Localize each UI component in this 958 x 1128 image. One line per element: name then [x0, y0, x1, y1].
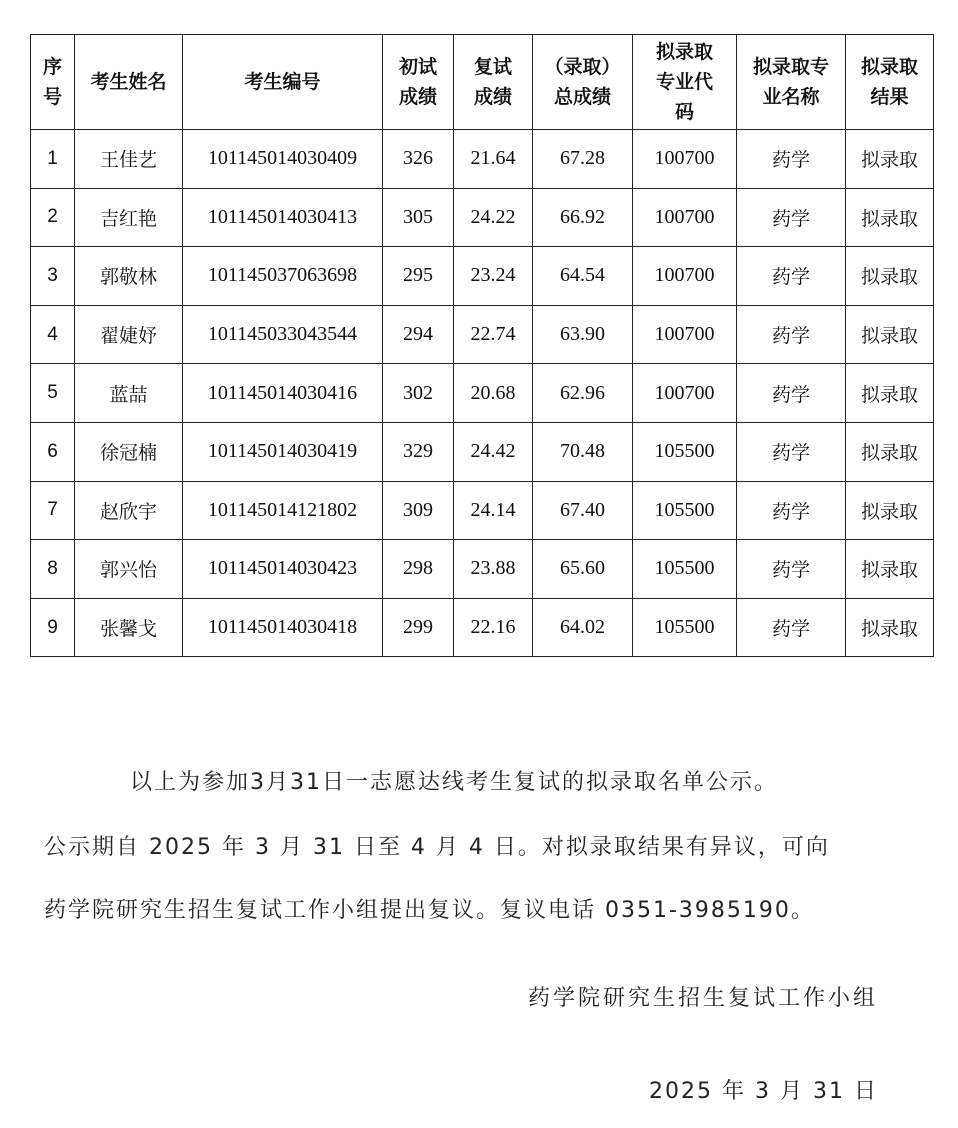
cell-major-name: 药学 — [737, 540, 846, 599]
cell-name: 翟婕妤 — [75, 305, 183, 364]
cell-major-code: 105500 — [633, 422, 737, 481]
header-name: 考生姓名 — [75, 35, 183, 130]
cell-name: 张馨戈 — [75, 598, 183, 657]
cell-result: 拟录取 — [846, 481, 934, 540]
cell-retest-score: 23.24 — [454, 247, 533, 306]
cell-candidate-id: 101145014030423 — [183, 540, 383, 599]
cell-retest-score: 22.16 — [454, 598, 533, 657]
header-seq: 序 号 — [31, 35, 75, 130]
cell-name: 蓝喆 — [75, 364, 183, 423]
cell-seq: 9 — [31, 598, 75, 657]
cell-retest-score: 22.74 — [454, 305, 533, 364]
cell-major-name: 药学 — [737, 598, 846, 657]
cell-result: 拟录取 — [846, 305, 934, 364]
cell-result: 拟录取 — [846, 540, 934, 599]
cell-name: 吉红艳 — [75, 188, 183, 247]
table-row — [31, 598, 934, 657]
cell-result: 拟录取 — [846, 130, 934, 189]
cell-major-code: 100700 — [633, 364, 737, 423]
cell-major-code: 105500 — [633, 481, 737, 540]
cell-candidate-id: 101145033043544 — [183, 305, 383, 364]
cell-candidate-id: 101145014030413 — [183, 188, 383, 247]
cell-total-score: 65.60 — [533, 540, 633, 599]
table-row — [31, 305, 934, 364]
cell-retest-score: 24.22 — [454, 188, 533, 247]
cell-major-name: 药学 — [737, 364, 846, 423]
cell-candidate-id: 101145014030409 — [183, 130, 383, 189]
cell-retest-score: 23.88 — [454, 540, 533, 599]
cell-retest-score: 20.68 — [454, 364, 533, 423]
cell-total-score: 66.92 — [533, 188, 633, 247]
cell-major-code: 100700 — [633, 130, 737, 189]
cell-major-name: 药学 — [737, 247, 846, 306]
cell-major-code: 100700 — [633, 305, 737, 364]
cell-initial-score: 302 — [383, 364, 454, 423]
table-row — [31, 188, 934, 247]
cell-name: 郭敬林 — [75, 247, 183, 306]
cell-seq: 7 — [31, 481, 75, 540]
cell-name: 王佳艺 — [75, 130, 183, 189]
signature-date: 2025 年 3 月 31 日 — [649, 1079, 878, 1104]
cell-total-score: 63.90 — [533, 305, 633, 364]
table-row — [31, 364, 934, 423]
cell-initial-score: 298 — [383, 540, 454, 599]
cell-major-name: 药学 — [737, 481, 846, 540]
cell-name: 郭兴怡 — [75, 540, 183, 599]
header-result: 拟录取 结果 — [846, 35, 934, 130]
header-id: 考生编号 — [183, 35, 383, 130]
signature: 药学院研究生招生复试工作小组 — [527, 986, 878, 1011]
header-major-code: 拟录取 专业代 码 — [633, 35, 737, 130]
cell-total-score: 62.96 — [533, 364, 633, 423]
cell-result: 拟录取 — [846, 188, 934, 247]
cell-major-code: 100700 — [633, 247, 737, 306]
cell-major-code: 105500 — [633, 598, 737, 657]
header-retest-score: 复试 成绩 — [454, 35, 533, 130]
cell-retest-score: 21.64 — [454, 130, 533, 189]
cell-candidate-id: 101145014030419 — [183, 422, 383, 481]
cell-major-name: 药学 — [737, 130, 846, 189]
cell-seq: 1 — [31, 130, 75, 189]
cell-result: 拟录取 — [846, 247, 934, 306]
cell-initial-score: 299 — [383, 598, 454, 657]
cell-major-name: 药学 — [737, 305, 846, 364]
table-header-row — [31, 35, 934, 130]
cell-retest-score: 24.42 — [454, 422, 533, 481]
cell-initial-score: 309 — [383, 481, 454, 540]
cell-total-score: 64.02 — [533, 598, 633, 657]
cell-result: 拟录取 — [846, 598, 934, 657]
admission-table — [30, 34, 934, 657]
cell-name: 赵欣宇 — [75, 481, 183, 540]
table-row — [31, 130, 934, 189]
cell-seq: 2 — [31, 188, 75, 247]
cell-initial-score: 326 — [383, 130, 454, 189]
cell-candidate-id: 101145014121802 — [183, 481, 383, 540]
cell-seq: 3 — [31, 247, 75, 306]
cell-seq: 5 — [31, 364, 75, 423]
cell-total-score: 67.28 — [533, 130, 633, 189]
cell-major-name: 药学 — [737, 188, 846, 247]
cell-total-score: 70.48 — [533, 422, 633, 481]
cell-initial-score: 294 — [383, 305, 454, 364]
cell-candidate-id: 101145037063698 — [183, 247, 383, 306]
header-total-score: （录取） 总成绩 — [533, 35, 633, 130]
notice-line-1: 以上为参加3月31日一志愿达线考生复试的拟录取名单公示。 — [130, 770, 778, 795]
header-major-name: 拟录取专 业名称 — [737, 35, 846, 130]
cell-initial-score: 295 — [383, 247, 454, 306]
cell-major-code: 100700 — [633, 188, 737, 247]
cell-seq: 6 — [31, 422, 75, 481]
table-row — [31, 422, 934, 481]
cell-candidate-id: 101145014030416 — [183, 364, 383, 423]
notice-line-2: 公示期自 2025 年 3 月 31 日至 4 月 4 日。对拟录取结果有异议，可向 — [44, 835, 830, 860]
cell-seq: 8 — [31, 540, 75, 599]
cell-retest-score: 24.14 — [454, 481, 533, 540]
cell-major-name: 药学 — [737, 422, 846, 481]
cell-initial-score: 329 — [383, 422, 454, 481]
cell-total-score: 64.54 — [533, 247, 633, 306]
table-row — [31, 247, 934, 306]
cell-major-code: 105500 — [633, 540, 737, 599]
cell-total-score: 67.40 — [533, 481, 633, 540]
header-initial-score: 初试 成绩 — [383, 35, 454, 130]
notice-line-3: 药学院研究生招生复试工作小组提出复议。复议电话 0351-3985190。 — [44, 898, 815, 923]
cell-initial-score: 305 — [383, 188, 454, 247]
cell-result: 拟录取 — [846, 422, 934, 481]
table-row — [31, 481, 934, 540]
cell-seq: 4 — [31, 305, 75, 364]
cell-name: 徐冠楠 — [75, 422, 183, 481]
cell-result: 拟录取 — [846, 364, 934, 423]
table-row — [31, 540, 934, 599]
cell-candidate-id: 101145014030418 — [183, 598, 383, 657]
